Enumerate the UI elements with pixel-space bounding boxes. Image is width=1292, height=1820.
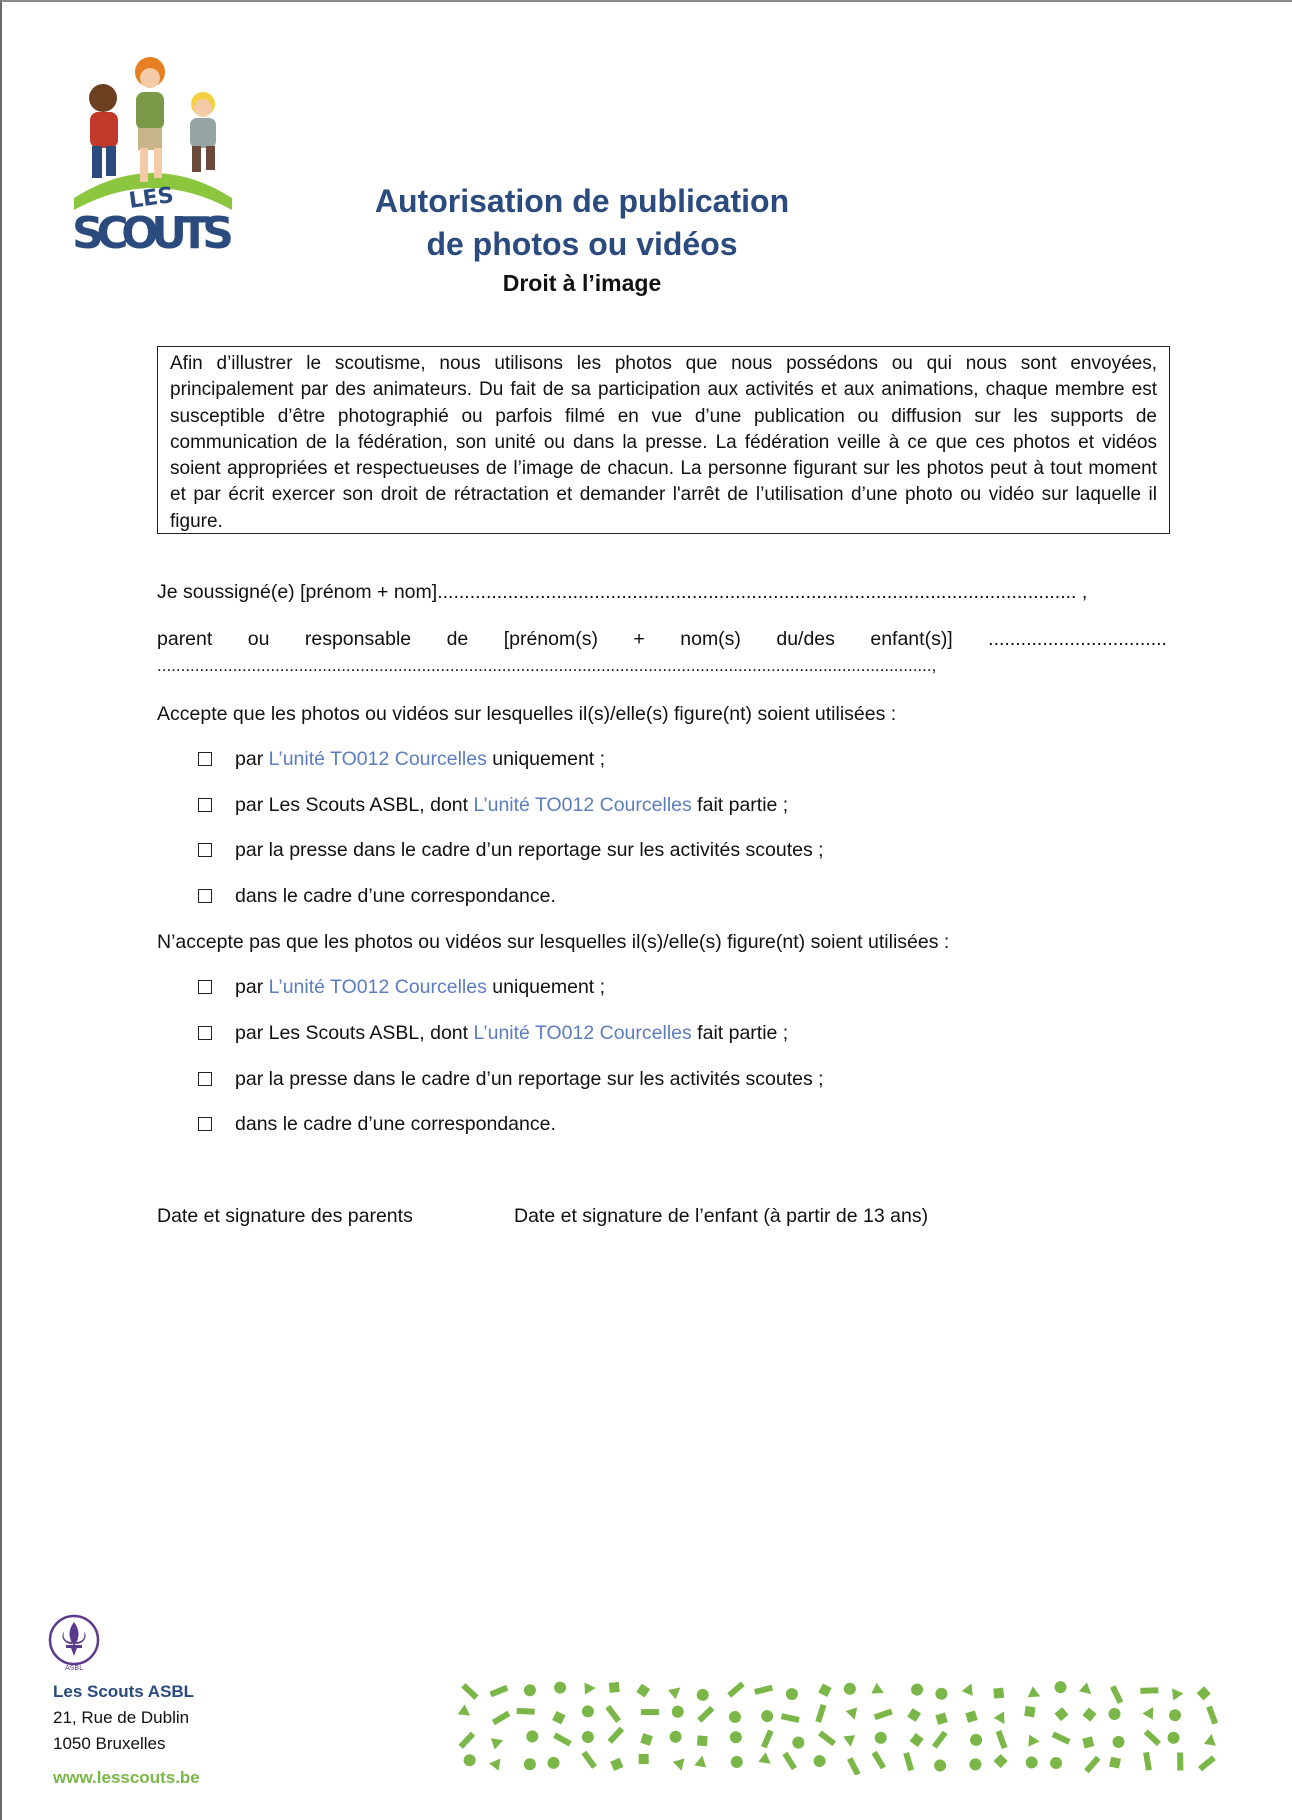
confetti-piece [910, 1733, 924, 1747]
accept-heading: Accepte que les photos ou vidéos sur lesquelles il(s)/elle(s) figure(nt) soient utilisées : [157, 703, 897, 725]
confetti-piece [1048, 1755, 1065, 1772]
confetti-piece [1109, 1757, 1121, 1769]
confetti-piece [1111, 1735, 1126, 1750]
confetti-piece [934, 1759, 946, 1771]
confetti-piece [459, 1732, 476, 1749]
confetti-piece [1110, 1685, 1123, 1704]
confetti-piece [847, 1757, 861, 1775]
confetti-piece [522, 1757, 537, 1772]
intro-box [157, 346, 1170, 534]
confetti-piece [673, 1759, 688, 1773]
parent-word: enfant(s)] [870, 628, 953, 650]
footer-org-name: Les Scouts ASBL [53, 1682, 195, 1701]
confetti-piece [582, 1731, 594, 1743]
confetti-piece [871, 1683, 886, 1699]
confetti-piece [791, 1736, 805, 1750]
confetti-piece [758, 1752, 774, 1768]
confetti-piece [697, 1706, 714, 1723]
confetti-piece [636, 1684, 650, 1698]
confetti-piece [994, 1754, 1008, 1768]
confetti-piece [1177, 1753, 1183, 1771]
confetti-piece [694, 1686, 711, 1703]
confetti-piece [911, 1683, 923, 1695]
document-title-line1: Autorisation de publication [374, 183, 790, 219]
refuse-correspondence-label: dans le cadre d’une correspondance. [235, 1113, 556, 1135]
confetti-piece [965, 1710, 977, 1722]
svg-text:ASBL: ASBL [65, 1664, 83, 1672]
refuse-unit-label: par L’unité TO012 Courcelles uniquement ; [235, 976, 606, 998]
parent-word: + [633, 628, 645, 650]
confetti-piece [1054, 1707, 1068, 1721]
confetti-piece [609, 1682, 620, 1693]
confetti-piece [607, 1727, 624, 1744]
soussigne-label: Je soussigné(e) [prénom + nom] [157, 581, 438, 603]
confetti-piece [525, 1729, 540, 1744]
confetti-piece [1144, 1729, 1161, 1746]
confetti-piece [815, 1704, 826, 1723]
confetti-piece [813, 1755, 826, 1768]
child-signature-label: Date et signature de l’enfant (à partir de 13 ans) [514, 1205, 929, 1227]
confetti-piece [818, 1730, 836, 1746]
confetti-piece [521, 1682, 538, 1699]
accept-unit-checkbox[interactable] [198, 752, 212, 766]
confetti-piece [1140, 1687, 1158, 1694]
confetti-piece [968, 1732, 984, 1748]
confetti-piece [489, 1685, 508, 1697]
unit-name: L’unité TO012 Courcelles [268, 748, 487, 770]
confetti-piece [993, 1688, 1004, 1699]
confetti-piece [1082, 1708, 1096, 1722]
confetti-piece [461, 1683, 478, 1700]
svg-text:LES: LES [127, 182, 176, 214]
soussigne-dots: ...................................................................................................................... , [437, 581, 1088, 603]
confetti-piece [935, 1713, 947, 1725]
confetti-piece [553, 1733, 572, 1747]
confetti-piece [1084, 1756, 1100, 1774]
refuse-press-label: par la presse dans le cadre d’un reportage sur les activités scoutes ; [235, 1068, 824, 1090]
refuse-heading: N’accepte pas que les photos ou vidéos sur lesquelles il(s)/elle(s) figure(nt) soient utilisées : [157, 931, 950, 953]
confetti-piece [1143, 1752, 1152, 1771]
confetti-piece [669, 1730, 682, 1743]
confetti-piece [874, 1709, 893, 1721]
confetti-piece [1206, 1706, 1218, 1725]
parent-word: nom(s) [680, 628, 741, 650]
footer-address-line1: 21, Rue de Dublin [53, 1708, 190, 1727]
accept-press-checkbox[interactable] [198, 843, 212, 857]
confetti-piece [552, 1711, 565, 1724]
confetti-piece [818, 1683, 831, 1696]
refuse-federation-checkbox[interactable] [198, 1026, 212, 1040]
footer-website-link[interactable]: www.lesscouts.be [53, 1768, 200, 1787]
confetti-piece [727, 1729, 744, 1746]
confetti-piece [1197, 1686, 1211, 1700]
parent-word: ou [247, 628, 270, 650]
accept-press-label: par la presse dans le cadre d’un reportage sur les activités scoutes ; [235, 839, 824, 861]
confetti-piece [517, 1708, 535, 1715]
confetti-decoration [457, 1677, 1237, 1775]
confetti-piece [759, 1708, 775, 1724]
confetti-piece [967, 1756, 984, 1773]
confetti-piece [907, 1708, 921, 1722]
parent-line[interactable] [157, 628, 1167, 651]
confetti-piece [584, 1682, 596, 1695]
confetti-piece [489, 1755, 505, 1771]
confetti-piece [873, 1730, 889, 1746]
confetti-piece [461, 1752, 478, 1769]
confetti-piece [552, 1679, 569, 1696]
title-block [332, 180, 832, 297]
confetti-piece [761, 1729, 774, 1748]
unit-name: L’unité TO012 Courcelles [473, 794, 692, 816]
document-subtitle: Droit à l’image [502, 270, 662, 296]
confetti-piece [668, 1683, 684, 1699]
unit-name: L’unité TO012 Courcelles [473, 1022, 692, 1044]
confetti-piece [694, 1754, 708, 1767]
confetti-piece [781, 1713, 800, 1723]
confetti-piece [1082, 1736, 1094, 1748]
confetti-piece [548, 1757, 560, 1769]
footer-address-line2: 1050 Bruxelles [53, 1734, 166, 1753]
confetti-piece [994, 1712, 1010, 1728]
parent-dots-line2[interactable]: ...................................................................................................................................................................., [157, 656, 937, 675]
confetti-piece [458, 1704, 474, 1720]
confetti-piece [754, 1685, 773, 1695]
confetti-piece [783, 1686, 800, 1703]
confetti-piece [782, 1752, 797, 1770]
confetti-piece [843, 1735, 856, 1747]
confetti-piece [728, 1710, 742, 1724]
confetti-piece [605, 1705, 621, 1723]
refuse-federation-label: par Les Scouts ASBL, dont L’unité TO012 Courcelles fait partie ; [235, 1022, 789, 1044]
accept-correspondence-label: dans le cadre d’une correspondance. [235, 885, 556, 907]
document-title-line2: de photos ou vidéos [426, 226, 738, 262]
confetti-piece [1052, 1732, 1071, 1745]
svg-text:SCOUTS: SCOUTS [72, 208, 234, 259]
parent-dots: ................................. [988, 628, 1167, 650]
confetti-piece [1142, 1704, 1158, 1720]
accept-unit-label: par L’unité TO012 Courcelles uniquement ; [235, 748, 606, 770]
parent-word: du/des [776, 628, 835, 650]
confetti-piece [1024, 1706, 1035, 1717]
parent-word: responsable [304, 628, 412, 650]
confetti-piece [1204, 1733, 1218, 1746]
confetti-piece [697, 1735, 708, 1746]
confetti-piece [582, 1705, 595, 1718]
confetti-piece [962, 1681, 977, 1696]
parents-signature-label: Date et signature des parents [157, 1205, 413, 1227]
refuse-correspondence-checkbox[interactable] [198, 1117, 212, 1131]
fleur-de-lis-emblem-icon [48, 1614, 100, 1672]
confetti-piece [492, 1711, 511, 1725]
confetti-piece [1167, 1731, 1180, 1744]
confetti-piece [727, 1681, 745, 1697]
confetti-piece [1108, 1708, 1120, 1720]
confetti-piece [1024, 1754, 1040, 1770]
confetti-piece [1053, 1679, 1069, 1695]
confetti-piece [846, 1707, 861, 1721]
confetti-piece [1028, 1686, 1043, 1702]
les-scouts-logo [68, 48, 238, 278]
confetti-piece [1079, 1682, 1095, 1698]
refuse-press-checkbox[interactable] [198, 1072, 212, 1086]
confetti-piece [641, 1709, 659, 1715]
confetti-piece [1172, 1687, 1184, 1700]
unit-name: L’unité TO012 Courcelles [268, 976, 487, 998]
accept-federation-checkbox[interactable] [198, 798, 212, 812]
refuse-unit-checkbox[interactable] [198, 980, 212, 994]
confetti-piece [639, 1754, 649, 1764]
confetti-piece [996, 1730, 1008, 1749]
parent-word: de [446, 628, 469, 650]
confetti-piece [903, 1752, 914, 1771]
confetti-piece [640, 1733, 653, 1746]
confetti-piece [730, 1755, 744, 1769]
confetti-piece [1198, 1755, 1216, 1771]
intro-text: Afin d’illustrer le scoutisme, nous utilisons les photos que nous possédons ou qui nous sont envoyées, principalement par des animateurs. Du fait de sa participation aux activités et aux animations, chaque membre est susceptible d’être photographié ou parfois filmé en vue d’une publication ou diffusion sur les supports de communication de la fédération, son unité ou dans la presse. La fédération veille à ce que ces photos et vidéos soient appropriées et respectueuses de l’image de chacun. La personne figurant sur les photos peut à tout moment et par écrit exercer son droit de rétractation et demander l'arrêt de l’utilisation d’une photo ou vidéo sur laquelle il figure. [170, 353, 1157, 532]
accept-correspondence-checkbox[interactable] [198, 889, 212, 903]
confetti-piece [842, 1681, 857, 1696]
confetti-piece [932, 1731, 948, 1749]
confetti-piece [934, 1687, 948, 1701]
confetti-piece [670, 1704, 685, 1719]
confetti-piece [1028, 1735, 1040, 1748]
confetti-piece [872, 1751, 886, 1770]
confetti-piece [1169, 1709, 1182, 1722]
parent-word: parent [157, 628, 213, 650]
soussigne-line[interactable] [157, 581, 1087, 604]
confetti-piece [581, 1751, 596, 1769]
confetti-piece [491, 1735, 505, 1750]
confetti-piece [610, 1758, 623, 1771]
accept-federation-label: par Les Scouts ASBL, dont L’unité TO012 Courcelles fait partie ; [235, 794, 789, 816]
parent-word: [prénom(s) [503, 628, 598, 650]
